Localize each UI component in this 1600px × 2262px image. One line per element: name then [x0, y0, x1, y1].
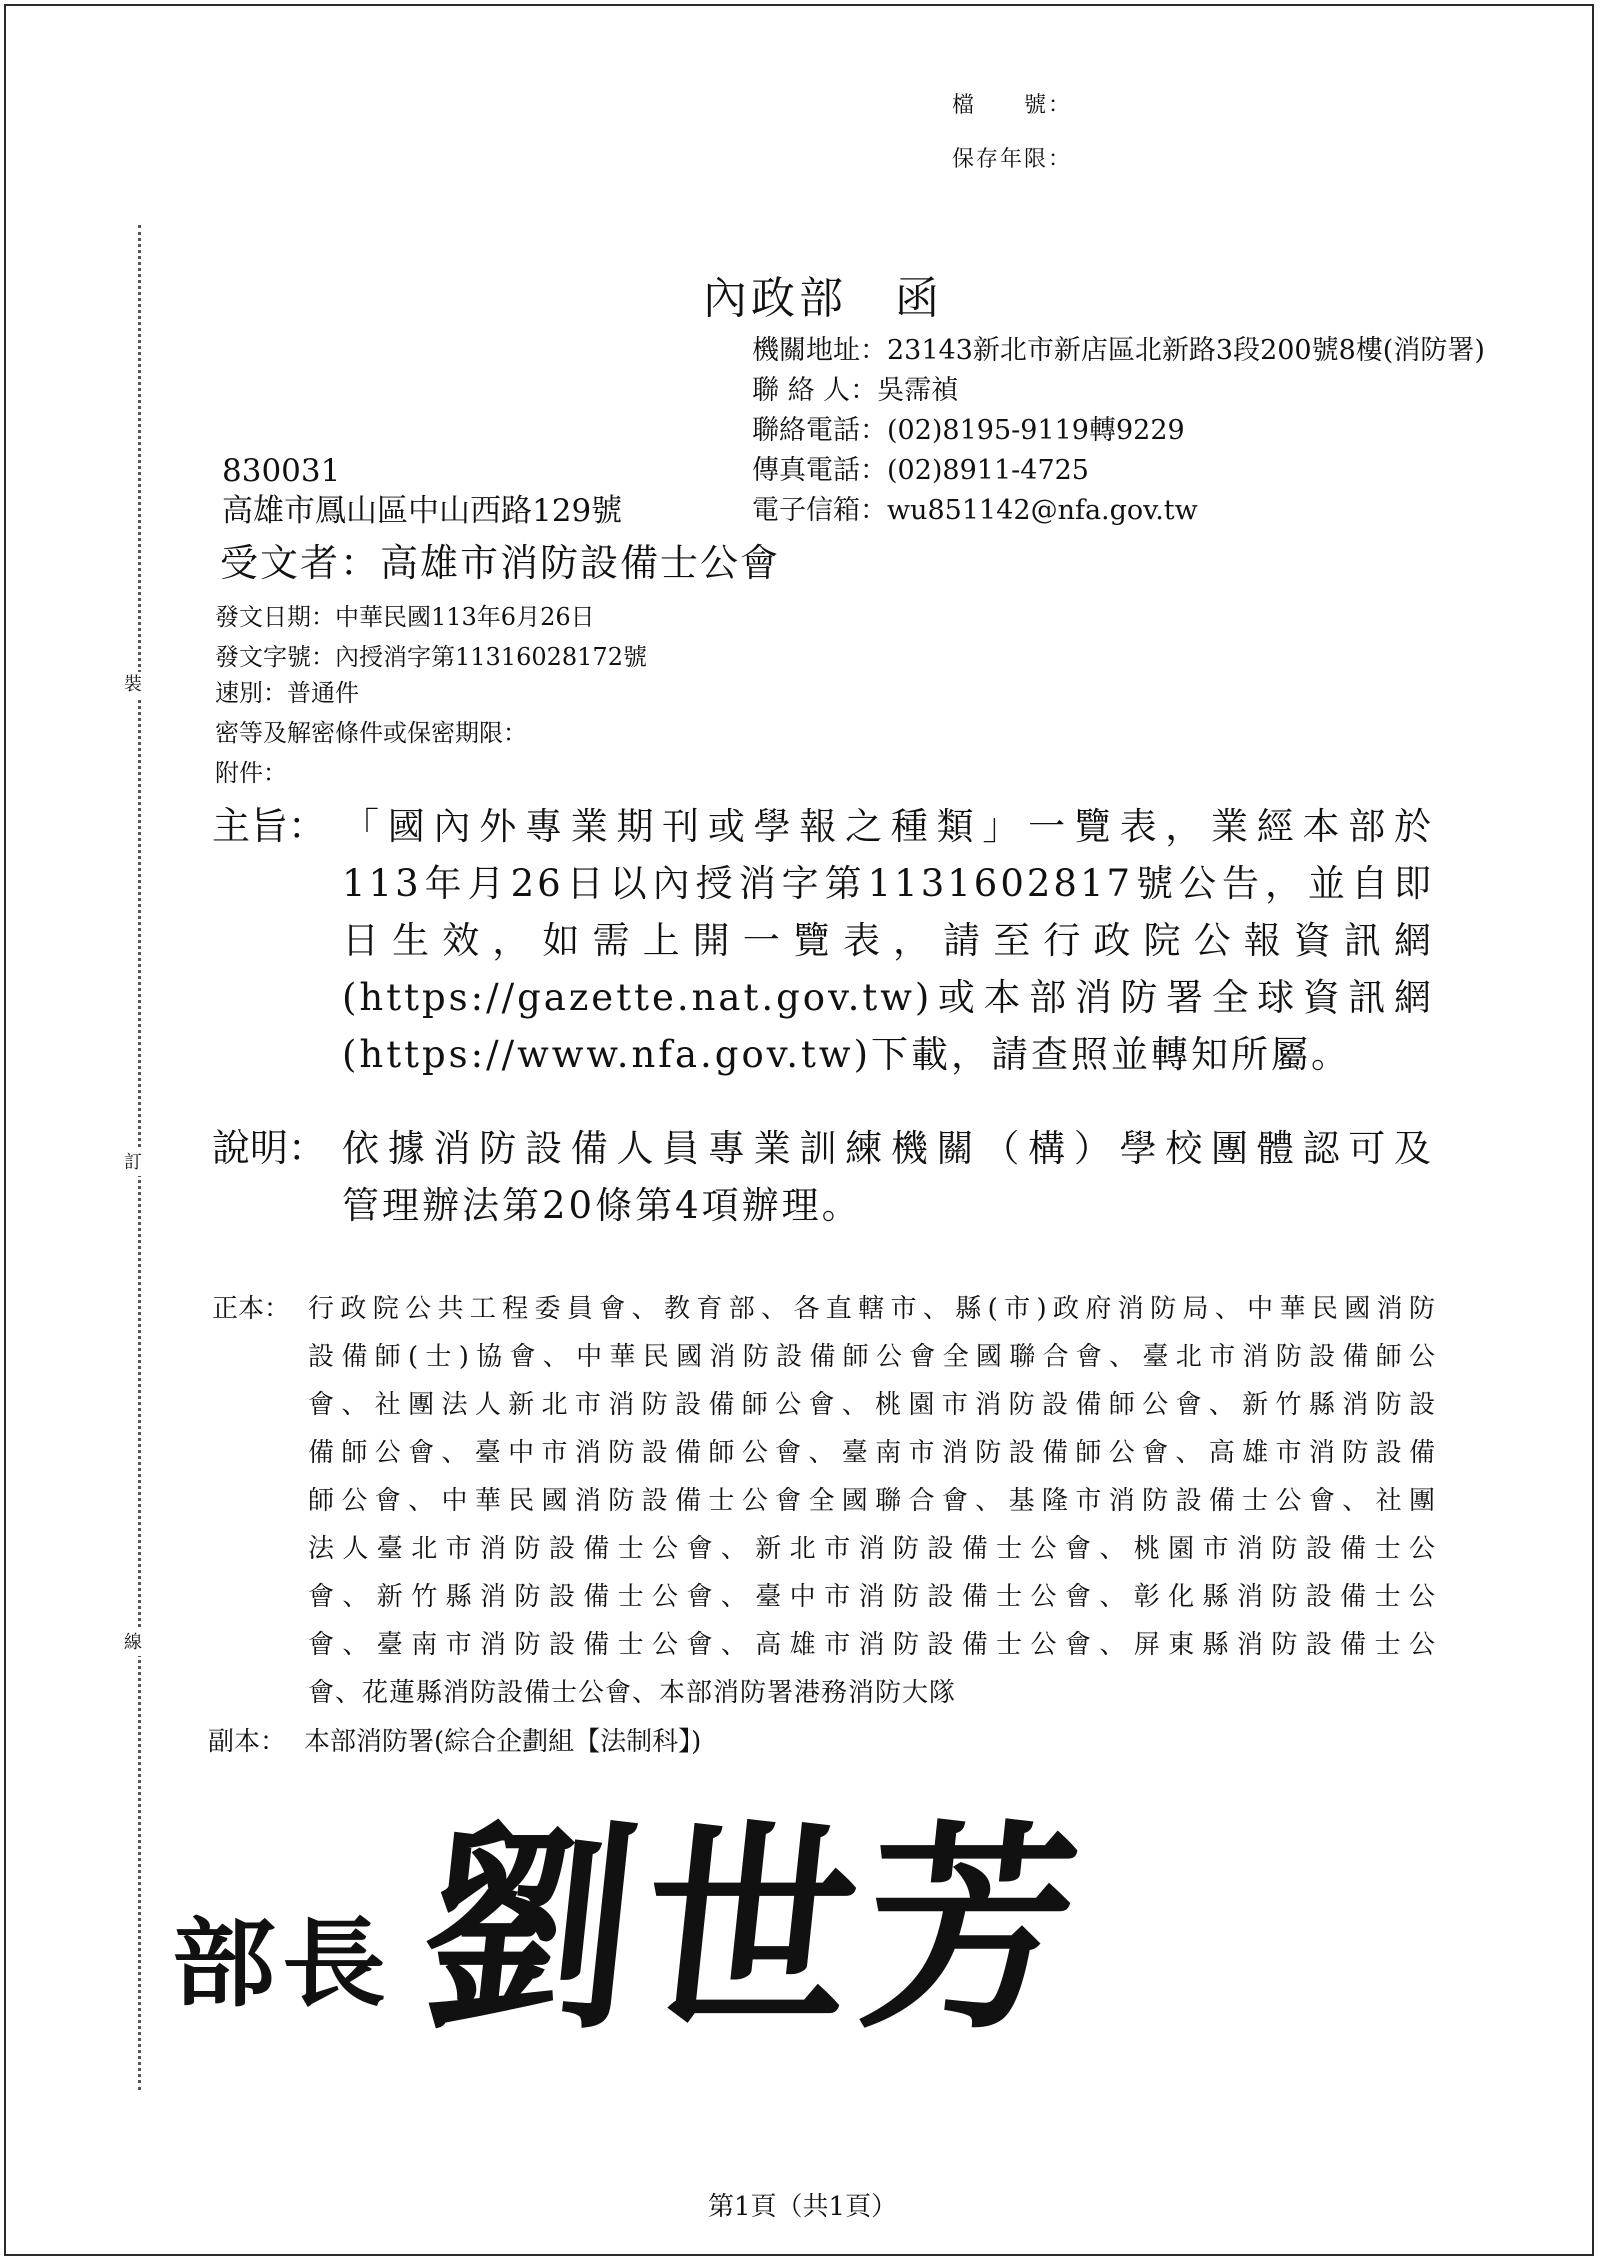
original-recipients-line: 會、臺南市消防設備士公會、高雄市消防設備士公會、屏東縣消防設備士公: [308, 1630, 1436, 1660]
agency-fax: 傳真電話：(02)8911-4725: [752, 455, 1089, 486]
explanation-line: 依據消防設備人員專業訓練機關（構）學校團體認可及: [342, 1127, 1434, 1170]
original-recipients-line: 法人臺北市消防設備士公會、新北市消防設備士公會、桃園市消防設備士公: [308, 1534, 1436, 1564]
agency-contact: 聯 絡 人：吳霈禎: [752, 375, 959, 406]
subject-line: 「國內外專業期刊或學報之種類」一覽表，業經本部於: [342, 805, 1434, 848]
binding-mark-xian: 線: [124, 1630, 142, 1656]
subject-line: 113年月26日以內授消字第1131602817號公告，並自即: [342, 862, 1434, 905]
agency-address: 機關地址：23143新北市新店區北新路3段200號8樓(消防署): [752, 335, 1485, 366]
delivery-speed: 速別：普通件: [215, 679, 359, 707]
original-recipients-text: [308, 1285, 1436, 1717]
copy-recipients-label: 副本：: [208, 1727, 287, 1757]
recipient-postal-code: 830031: [222, 453, 341, 489]
binding-mark-ding: 訂: [124, 1150, 142, 1176]
signature-name: 劉世芳: [411, 1799, 1099, 2060]
page-footer: 第1頁（共1頁）: [708, 2192, 898, 2222]
subject-line: 日生效，如需上開一覽表，請至行政院公報資訊網: [342, 919, 1434, 962]
copy-recipients-text: 本部消防署(綜合企劃組【法制科】): [304, 1727, 702, 1757]
attachment-field: 附件：: [215, 759, 287, 787]
agency-phone: 聯絡電話：(02)8195-9119轉9229: [752, 415, 1185, 446]
original-recipients-line: 設備師(士)協會、中華民國消防設備師公會全國聯合會、臺北市消防設備師公: [308, 1342, 1436, 1372]
document-number: 發文字號：內授消字第11316028172號: [215, 643, 647, 671]
subject-text: [342, 798, 1434, 1083]
explanation-label: 說明：: [212, 1126, 327, 1170]
binding-mark-zhuang: 裝: [124, 672, 142, 698]
subject-label: 主旨：: [212, 804, 327, 848]
original-recipients-line: 師公會、中華民國消防設備士公會全國聯合會、基隆市消防設備士公會、社團: [308, 1486, 1436, 1516]
signature-title: 部長: [172, 1907, 393, 2020]
original-recipients-label: 正本：: [212, 1294, 291, 1324]
subject-line: (https://gazette.nat.gov.tw)或本部消防署全球資訊網: [342, 976, 1434, 1019]
issue-date: 發文日期：中華民國113年6月26日: [215, 603, 595, 631]
original-recipients-line: 會、新竹縣消防設備士公會、臺中市消防設備士公會、彰化縣消防設備士公: [308, 1582, 1436, 1612]
explanation-line: 管理辦法第20條第4項辦理。: [342, 1184, 862, 1227]
original-recipients-line: 備師公會、臺中市消防設備師公會、臺南市消防設備師公會、高雄市消防設備: [308, 1438, 1436, 1468]
original-recipients-line: 行政院公共工程委員會、教育部、各直轄市、縣(市)政府消防局、中華民國消防: [308, 1294, 1436, 1324]
original-recipients-line: 會、花蓮縣消防設備士公會、本部消防署港務消防大隊: [308, 1678, 957, 1708]
agency-email: 電子信箱：wu851142@nfa.gov.tw: [752, 495, 1198, 526]
recipient-street-address: 高雄市鳳山區中山西路129號: [222, 493, 623, 529]
recipient-name: 受文者：高雄市消防設備士公會: [220, 541, 781, 585]
classification-field: 密等及解密條件或保密期限：: [215, 719, 527, 747]
explanation-text: [342, 1120, 1434, 1234]
retention-period-label: 保存年限：: [952, 147, 1073, 172]
file-number-label: 檔 號：: [952, 93, 1073, 118]
original-recipients-line: 會、社團法人新北市消防設備師公會、桃園市消防設備師公會、新竹縣消防設: [308, 1390, 1436, 1420]
subject-line: (https://www.nfa.gov.tw)下載，請查照並轉知所屬。: [342, 1033, 1352, 1076]
document-title: 內政部 函: [703, 273, 943, 324]
